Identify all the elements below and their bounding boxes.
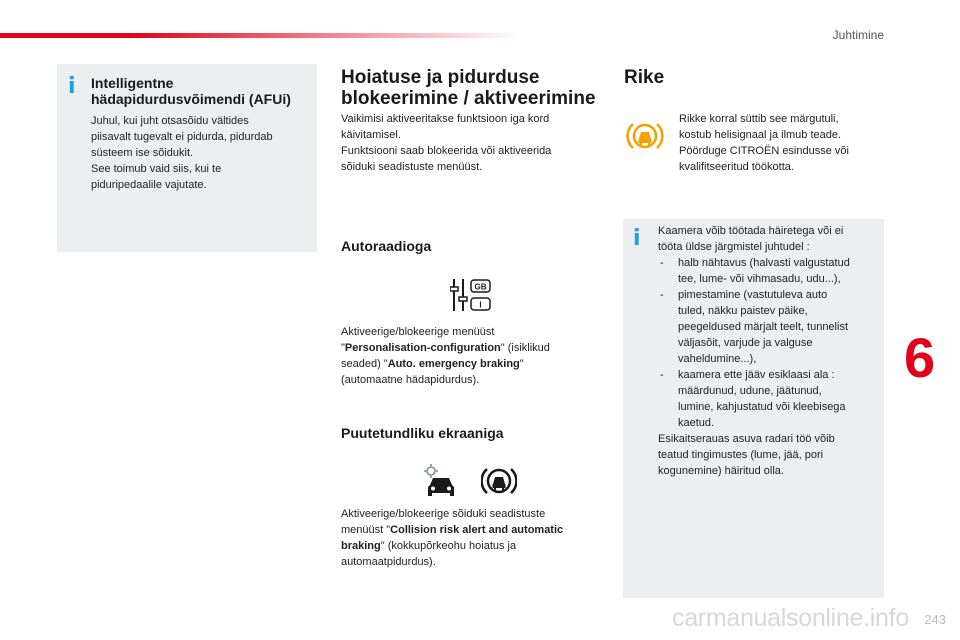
- afu-title: Intelligentne hädapidurdusvõimendi (AFUi): [91, 75, 291, 107]
- top-accent-bar: [0, 33, 520, 38]
- info-icon: i: [633, 226, 641, 251]
- radio-instructions: Aktiveerige/blokeerige menüüst "Personalisation-configuration" (isiklikud seaded) "Auto. emergency braking" (automaatne hädapidurdus).: [341, 326, 550, 386]
- page-number: 243: [924, 612, 946, 627]
- icon-gb-label: GB: [474, 282, 487, 292]
- middle-title: Hoiatuse ja pidurduse blokeerimine / aktiveerimine: [341, 67, 596, 109]
- middle-intro: Vaikimisi aktiveeritakse funktsioon iga kord käivitamisel. Funktsiooni saab blokeerida või aktiveerida sõiduki seadistuste menüüst.: [341, 113, 552, 173]
- section-name: Juhtimine: [832, 28, 884, 42]
- list-item: - pimestamine (vastutuleva auto tuled, näkku paistev päike, peegeldused märjalt teelt, tunnelist väljasõit, varjude ja valguse vaheldumine...),: [658, 287, 882, 367]
- list-item: - halb nähtavus (halvasti valgustatud tee, lume- või vihmasadu, udu...),: [658, 255, 882, 287]
- touchscreen-instructions: Aktiveerige/blokeerige sõiduki seadistuste menüüst "Collision risk alert and automatic braking" (kokkupõrkeohu hoiatus ja automaatpidurdus).: [341, 508, 564, 568]
- afu-body: Juhul, kui juht otsasõidu vältides piisavalt tugevalt ei pidurda, pidurdab süsteem ise sõidukit. See toimub vaid siis, kui te piduripedaalile vajutate.: [91, 115, 273, 191]
- touchscreen-subtitle: Puutetundliku ekraaniga: [341, 425, 504, 441]
- radio-subtitle: Autoraadioga: [341, 238, 432, 254]
- car-settings-icon: [423, 463, 459, 499]
- icon-i-label: I: [479, 300, 482, 310]
- camera-info-text: Kaamera võib töötada häiretega või ei tööta üldse järgmistel juhtudel : - halb nähtavus (halvasti valgustatud tee, lume- või vihmasadu, udu...), - pimestamine (vastutuleva auto tuled, näkku paistev päike, peegeldused märjalt teelt, tunnelist väljasõit, varjude ja valguse vaheldumine...), - kaamera ette jääv esiklaasi ala : määrdunud, udune, jäätunud, lumine, kahjustatud või kleebisega kaetud. Esikaitserauas asuva radari töö võib teatud tingimustes (lume, jää, pori kogunemine) häiritud olla.: [658, 223, 882, 479]
- fault-warning-light-icon: [626, 119, 664, 153]
- settings-sliders-icon: [450, 277, 494, 313]
- list-item: - kaamera ette jääv esiklaasi ala : määrdunud, udune, jäätunud, lumine, kahjustatud või kleebisega kaetud.: [658, 367, 882, 431]
- watermark: carmanualsonline.info: [672, 604, 909, 632]
- info-icon: i: [68, 74, 76, 99]
- chapter-number: 6: [904, 326, 936, 389]
- fault-title: Rike: [624, 67, 665, 88]
- fault-text: Rikke korral süttib see märgutuli, kostub helisignaal ja ilmub teade. Pöörduge CITROËN esindusse või kvalifitseeritud töökotta.: [679, 113, 849, 173]
- brake-assist-icon: [481, 464, 517, 498]
